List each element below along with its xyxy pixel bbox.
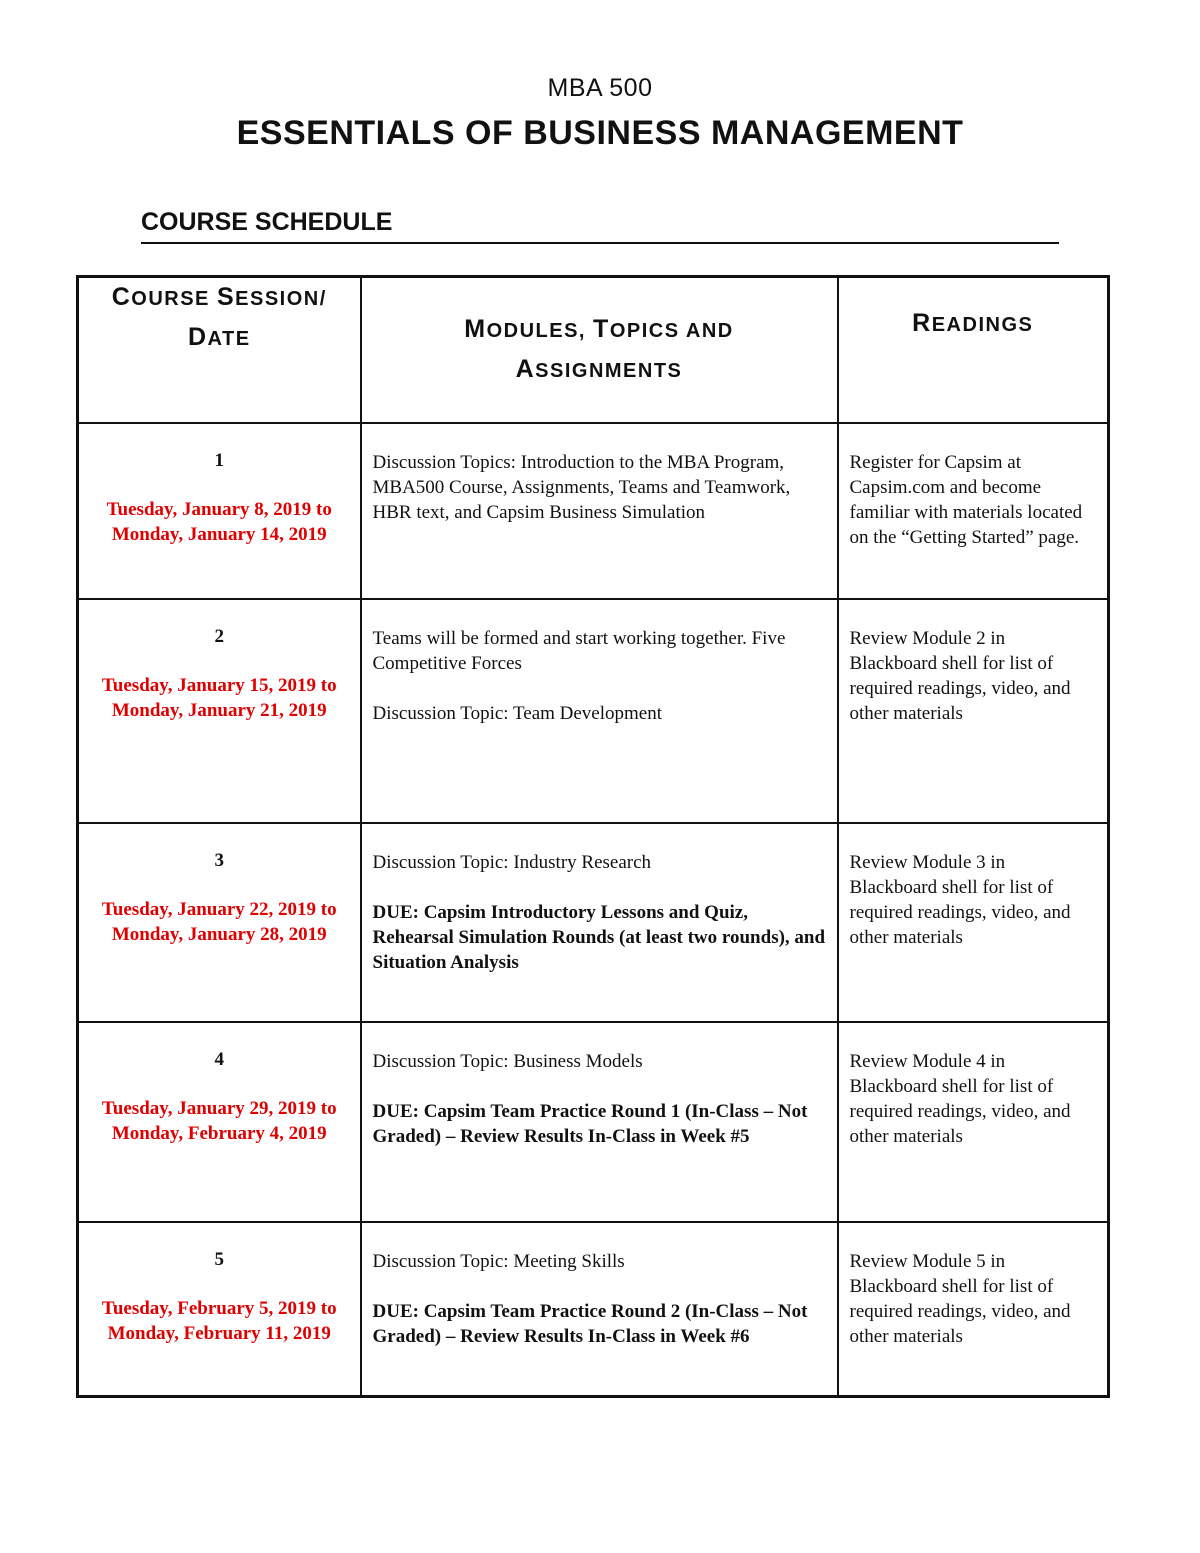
course-schedule-table (76, 275, 1110, 1398)
readings-cell (838, 423, 1109, 599)
topic-text: Discussion Topic: Team Development (372, 703, 663, 724)
course-title: ESSENTIALS OF BUSINESS MANAGEMENT (236, 114, 964, 152)
session-dates: Tuesday, February 5, 2019 to Monday, February 11, 2019 (101, 1298, 337, 1344)
table-row (78, 1222, 1109, 1396)
session-cell (78, 599, 361, 823)
readings-cell (838, 1222, 1109, 1396)
table-row (78, 823, 1109, 1022)
session-cell (78, 823, 361, 1022)
topics-cell (361, 823, 838, 1022)
session-cell (78, 1022, 361, 1222)
column-header-session: COURSE SESSION/ DATE (78, 277, 361, 424)
topics-cell (361, 423, 838, 599)
readings-cell (838, 1022, 1109, 1222)
topics-cell (361, 599, 838, 823)
table-row (78, 423, 1109, 599)
topic-text: Discussion Topic: Meeting Skills (372, 1251, 625, 1272)
topics-cell (361, 1022, 838, 1222)
session-dates: Tuesday, January 22, 2019 to Monday, January 28, 2019 (101, 899, 337, 945)
topic-text: Discussion Topics: Introduction to the MBA Program, MBA500 Course, Assignments, Teams and Teamwork, HBR text, and Capsim Business Simulation (372, 452, 791, 523)
readings-text: Register for Capsim at Capsim.com and become familiar with materials located on the “Getting Started” page. (849, 452, 1083, 548)
due-text: DUE: Capsim Team Practice Round 1 (In-Class – Not Graded) – Review Results In-Class in Week #5 (372, 1101, 808, 1147)
table-header-row (78, 277, 1109, 424)
topics-cell (361, 1222, 838, 1396)
session-cell (78, 1222, 361, 1396)
session-number: 4 (214, 1049, 224, 1070)
readings-cell (838, 599, 1109, 823)
due-text: DUE: Capsim Team Practice Round 2 (In-Class – Not Graded) – Review Results In-Class in Week #6 (372, 1301, 808, 1347)
topic-text: Discussion Topic: Industry Research (372, 852, 652, 873)
session-number: 1 (214, 450, 224, 471)
session-dates: Tuesday, January 15, 2019 to Monday, January 21, 2019 (101, 675, 337, 721)
readings-text: Review Module 5 in Blackboard shell for list of required readings, video, and other materials (849, 1251, 1071, 1347)
session-dates: Tuesday, January 29, 2019 to Monday, February 4, 2019 (101, 1098, 337, 1144)
column-header-readings: READINGS (838, 277, 1109, 424)
readings-cell (838, 823, 1109, 1022)
table-row (78, 599, 1109, 823)
session-cell (78, 423, 361, 599)
session-number: 2 (214, 626, 224, 647)
column-header-modules: MODULES, TOPICS AND ASSIGNMENTS (361, 277, 838, 424)
session-number: 5 (214, 1249, 224, 1270)
topic-text: Teams will be formed and start working together. Five Competitive Forces (372, 628, 786, 674)
readings-text: Review Module 3 in Blackboard shell for list of required readings, video, and other materials (849, 852, 1071, 948)
table-row (78, 1022, 1109, 1222)
readings-text: Review Module 4 in Blackboard shell for list of required readings, video, and other materials (849, 1051, 1071, 1147)
readings-text: Review Module 2 in Blackboard shell for list of required readings, video, and other materials (849, 628, 1071, 724)
schedule-heading: COURSE SCHEDULE (141, 208, 1059, 244)
course-code: MBA 500 (547, 74, 653, 102)
topic-text: Discussion Topic: Business Models (372, 1051, 643, 1072)
session-dates: Tuesday, January 8, 2019 to Monday, January 14, 2019 (106, 499, 332, 545)
session-number: 3 (214, 850, 224, 871)
due-text: DUE: Capsim Introductory Lessons and Quiz, Rehearsal Simulation Rounds (at least two rounds), and Situation Analysis (372, 902, 826, 973)
